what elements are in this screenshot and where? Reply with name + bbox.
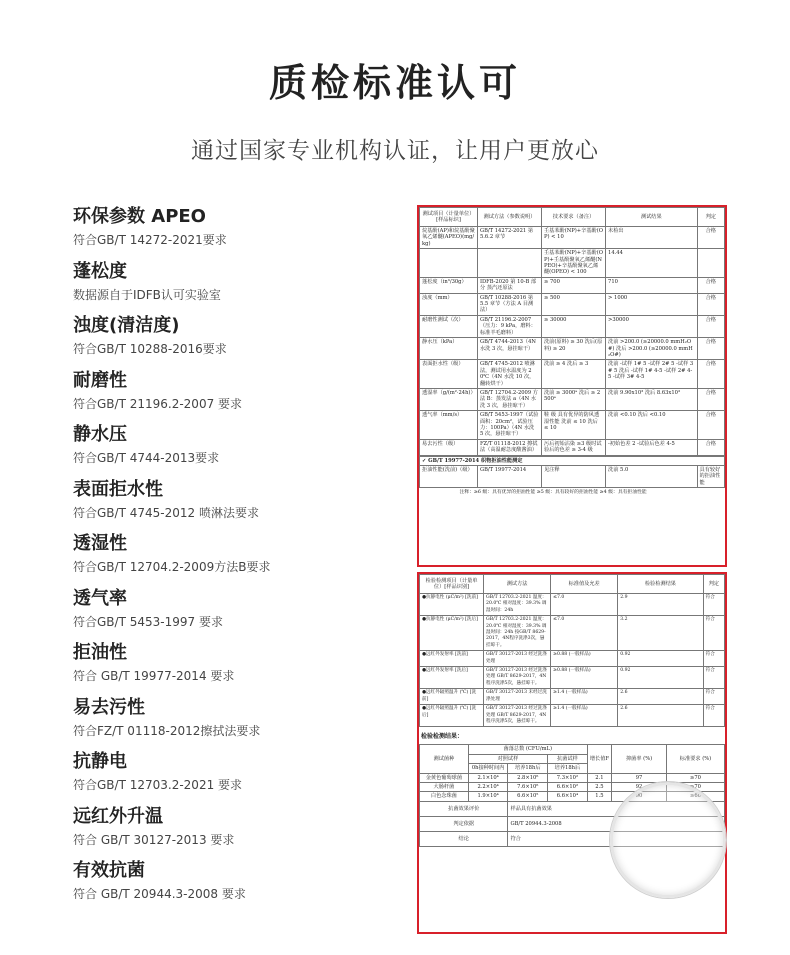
table-cell: 表面拒水性（级） <box>420 360 478 389</box>
report1-header-cell: 测试结果 <box>606 208 698 227</box>
table-cell: ≤7.0 <box>551 594 618 616</box>
table-cell: ●远红外发射率 [洗前] <box>420 651 484 667</box>
report1-section-title: ✓ GB/T 19977-2014 织物拒油性能测定 <box>420 456 725 465</box>
table-cell: ≤7.0 <box>551 616 618 651</box>
table-row <box>420 315 725 337</box>
feature-title: 蓬松度 <box>73 260 127 282</box>
table-cell: GB/T 30127-2013 未经过洗涤处理 <box>484 689 551 705</box>
table-cell: 洗前 ≥ 3000ᵃ 洗后 ≥ 2500ᵃ <box>541 388 605 410</box>
table-cell: 0.92 <box>618 651 703 667</box>
table-cell: 合格 <box>697 338 724 360</box>
feature-desc: 符合GB/T 12703.2-2021 要求 <box>73 778 243 792</box>
feature-title: 表面拒水性 <box>73 478 163 500</box>
feature-item <box>73 749 403 804</box>
table-cell: GB/T 5453-1997（试验面积：20cm²，试验压力：100Pa）（4N 水洗 5 次，悬挂晾干） <box>477 411 541 440</box>
table-cell: ≥0.88 (一般样品) <box>551 651 618 667</box>
table-cell: 合格 <box>697 360 724 389</box>
feature-title: 透气率 <box>73 587 127 609</box>
feature-item <box>73 368 403 423</box>
table-cell: ●抗静电性 (μC/m²) [洗前] <box>420 594 484 616</box>
feature-item <box>73 313 403 368</box>
report2-header-cell: 检验检测结果 <box>618 575 703 594</box>
feature-title: 浊度(清洁度) <box>73 315 180 336</box>
table-cell: 耐磨性测试（次） <box>420 315 478 337</box>
feature-title: 透湿性 <box>73 533 127 554</box>
table-cell: 2.8×10⁶ <box>508 773 548 782</box>
table-row <box>420 293 725 315</box>
bact-control-header: 对照试样 <box>468 754 547 763</box>
table-cell: 洗前 ≥ 4 洗后 ≥ 3 <box>541 360 605 389</box>
table-row <box>420 338 725 360</box>
bact-t0-header: 0h接种时间内 <box>468 764 508 773</box>
table-cell: 合格 <box>697 227 724 249</box>
table-cell: 未检出 <box>606 227 698 249</box>
feature-item <box>73 259 403 314</box>
table-cell: 3.2 <box>618 616 703 651</box>
table-cell: 合格 <box>697 315 724 337</box>
table-cell: GB/T 14272-2021 第 5.6.2 章节 <box>477 227 541 249</box>
feature-title: 远红外升温 <box>73 805 163 827</box>
table-row <box>420 705 725 727</box>
table-cell: 洗前 >200.0 (≥20000.0 mmH₂O#) 洗后 >200.0 (≥20000.0 mmH₂O#) <box>606 338 698 360</box>
table-cell: 7.6×10⁶ <box>508 782 548 791</box>
table-cell: 14.44 <box>606 249 698 278</box>
feature-item <box>73 204 403 259</box>
table-cell: 合格 <box>697 388 724 410</box>
table-cell: 符合 <box>703 667 724 689</box>
table-cell: ●远红外辐照温升 (℃) [洗后] <box>420 705 484 727</box>
feature-item <box>73 804 403 859</box>
table-cell: 0.92 <box>618 667 703 689</box>
bact-antibac-header: 抗菌试样 <box>548 754 588 763</box>
table-cell: 符合 <box>703 705 724 727</box>
table-cell: 透气率（mm/s） <box>420 411 478 440</box>
table-cell: 97 <box>612 773 667 782</box>
table-row <box>420 277 725 293</box>
table-cell: 7.3×10² <box>548 773 588 782</box>
feature-desc: 符合GB/T 21196.2-2007 要求 <box>73 396 243 411</box>
report2-header-cell: 标准值及允差 <box>551 575 618 594</box>
table-cell: ≥1.4 (一般样品) <box>551 705 618 727</box>
table-cell: 洗前(原料) ≥ 30 洗后(原料) ≥ 20 <box>541 338 605 360</box>
table-cell: 洗前 -试样 1# 5 -试样 2# 5 -试样 3# 5 洗后 -试样 1# 4-5 -试样 2# 4-5 -试样 3# 4-5 <box>606 360 698 389</box>
table-row <box>420 689 725 705</box>
report1-header-cell: 测试项目（计量单位）[样品标识] <box>420 208 478 227</box>
table-cell: 6.6×10⁴ <box>548 792 588 801</box>
feature-item <box>73 858 403 913</box>
feature-desc: 符合FZ/T 01118-2012擦拭法要求 <box>73 723 261 738</box>
table-cell: ≥60 <box>667 792 725 801</box>
table-row <box>420 792 725 801</box>
eval-value: 样品具有抗菌效果 <box>508 801 725 816</box>
feature-title: 抗静电 <box>73 751 127 772</box>
feature-title: 静水压 <box>73 424 127 445</box>
table-cell: 符合 <box>703 616 724 651</box>
table-cell <box>420 249 478 278</box>
antibacterial-table <box>419 744 725 846</box>
table-cell: 拒油性能(洗前)（级） <box>420 466 478 488</box>
table-cell: 90 <box>612 792 667 801</box>
report2-header-cell: 测试方法 <box>484 575 551 594</box>
feature-desc: 符合 GB/T 30127-2013 要求 <box>73 832 235 847</box>
table-cell: IDFB-2020 第 10-B 部分 蒸汽还原法 <box>477 277 541 293</box>
report2-section-title: 检验检测结果： <box>421 733 464 741</box>
feature-item <box>73 531 403 586</box>
feature-desc: 符合 GB/T 19977-2014 要求 <box>73 669 235 683</box>
table-cell: 大肠杆菌 <box>420 782 469 791</box>
table-cell: 洗前 <0.10 洗后 <0.10 <box>606 411 698 440</box>
table-cell: GB/T 12703.2-2021 温度：20.0℃ 相对湿度：39.3% 调湿时间：24h 按GB/T 8629-2017，4N程序洗涤3次，悬挂晾干。 <box>484 616 551 651</box>
table-cell: 2.5 <box>587 782 611 791</box>
table-cell: 蓬松度（in³/30g） <box>420 277 478 293</box>
table-cell: 2.1 <box>587 773 611 782</box>
table-cell: -初始色差 2 -试验后色差 4-5 <box>606 439 698 455</box>
table-cell: GB/T 21196.2-2007（压力：9 kPa，磨料：标准羊毛磨料） <box>477 315 541 337</box>
test-report-1 <box>417 205 727 567</box>
table-cell: 符合 <box>703 651 724 667</box>
bact-t18a-header: 培养18h后 <box>508 764 548 773</box>
table-cell: 静水压（kPa） <box>420 338 478 360</box>
table-cell: 2.6 <box>618 689 703 705</box>
table-cell: 洗前 9.90x10³ 洗后 8.63x10³ <box>606 388 698 410</box>
table-cell: GB/T 30127-2013 经过洗涤处理 GB/T 8629-2017，4N程序洗涤5次，悬挂晾干。 <box>484 705 551 727</box>
table-cell: 见注释 <box>541 466 605 488</box>
table-cell: 浊度（mm） <box>420 293 478 315</box>
table-row <box>420 594 725 616</box>
table-row <box>420 651 725 667</box>
bact-growth-header: 增长值F <box>587 745 611 773</box>
feature-title: 有效抗菌 <box>73 860 145 881</box>
table-cell: ≥1.4 (一般样品) <box>551 689 618 705</box>
bact-req-header: 标准要求 (%) <box>667 745 725 773</box>
table-cell: 具有较好的拒油性能 <box>697 466 724 488</box>
table-cell: 壬基苯酚(NP)+辛基酚(OP) < 10 <box>541 227 605 249</box>
table-cell: ≥ 30000 <box>541 315 605 337</box>
report2-header-cell: 判定 <box>703 575 724 594</box>
basis-value: GB/T 20944.3-2008 <box>508 816 725 831</box>
table-cell: 易去污性（级） <box>420 439 478 455</box>
feature-list <box>73 204 403 913</box>
table-row <box>420 411 725 440</box>
table-row <box>420 439 725 455</box>
table-cell: 烷基酚(AP)和烷基酚聚氧乙烯醚(APEO)(mg/kg) <box>420 227 478 249</box>
feature-desc: 符合GB/T 5453-1997 要求 <box>73 614 223 629</box>
table-cell: ●远红外辐照温升 (℃) [洗前] <box>420 689 484 705</box>
table-cell: ≥70 <box>667 773 725 782</box>
feature-title: 易去污性 <box>73 696 145 718</box>
table-cell: 白色念珠菌 <box>420 792 469 801</box>
table-cell: 鞋 级 具有优异的防风透湿性能 洗前 ≤ 10 洗后 ≤ 10 <box>541 411 605 440</box>
report1-header-cell: 测试方法（参数说明） <box>477 208 541 227</box>
test-report-2 <box>417 572 727 934</box>
eval-label: 抗菌效果评价 <box>420 801 508 816</box>
table-cell: 2.6 <box>618 705 703 727</box>
table-cell: 合格 <box>697 439 724 455</box>
feature-item <box>73 640 403 695</box>
table-cell: GB/T 12704.2-2009 方法 B：蒸发法 a（4N 水洗 3 次，悬挂晾干） <box>477 388 541 410</box>
table-row <box>420 667 725 689</box>
table-cell: GB/T 12703.2-2021 温度：20.0℃ 相对湿度：39.3% 调湿时间：24h <box>484 594 551 616</box>
feature-desc: 符合 GB/T 20944.3-2008 要求 <box>73 887 246 901</box>
table-cell: GB/T 4745-2012 喷淋法，测试用水温度为 20℃（4N 水洗 10 次，翻转烘干） <box>477 360 541 389</box>
table-cell: 符合 <box>703 594 724 616</box>
page-subtitle: 通过国家专业机构认证，让用户更放心 <box>191 138 599 164</box>
bact-strain-header: 测试菌种 <box>420 745 469 773</box>
table-cell: GB/T 30127-2013 经过洗涤处理 GB/T 8629-2017，4N程序洗涤5次，悬挂晾干。 <box>484 667 551 689</box>
table-cell: 污后初始沾染 ≥3 级时试验后的色差 ≥ 3-4 级 <box>541 439 605 455</box>
table-row <box>420 360 725 389</box>
table-cell: 合格 <box>697 411 724 440</box>
table-cell: FZ/T 01118-2012 擦拭法（高温耐急度酸酱油） <box>477 439 541 455</box>
conclusion-value: 符合 <box>508 831 725 846</box>
feature-title: 环保参数 APEO <box>73 206 206 227</box>
table-cell: GB/T 30127-2013 经过洗涤处理 <box>484 651 551 667</box>
report2-header-cell: 检验检测项目（计量单位）[样品识别] <box>420 575 484 594</box>
table-row <box>420 782 725 791</box>
bact-t18b-header: 培养18h后 <box>548 764 588 773</box>
table-cell: > 1000 <box>606 293 698 315</box>
report1-note: 注释：≥6 级：具有优异的拒油性能 ≥5 级：具有较好的拒油性能 ≥4 级：具有拒油性能 <box>459 490 647 496</box>
table-row <box>420 388 725 410</box>
report1-oil-table <box>419 456 725 499</box>
table-cell: ●远红外发射率 [洗后] <box>420 667 484 689</box>
feature-title: 拒油性 <box>73 642 127 663</box>
table-row <box>420 227 725 249</box>
table-cell: 1.5 <box>587 792 611 801</box>
table-cell: GB/T 10288-2016 第 5.5 章节（方法 A 目测法） <box>477 293 541 315</box>
feature-desc: 符合GB/T 12704.2-2009方法B要求 <box>73 560 271 574</box>
report1-table <box>419 207 725 456</box>
table-row <box>420 616 725 651</box>
table-cell <box>697 249 724 278</box>
table-cell: GB/T 19977-2014 <box>477 466 541 488</box>
report2-table <box>419 574 725 727</box>
table-cell: 6.6×10⁵ <box>508 792 548 801</box>
conclusion-label: 结论 <box>420 831 508 846</box>
feature-desc: 符合GB/T 4744-2013要求 <box>73 451 220 465</box>
page-title: 质检标准认可 <box>268 61 521 105</box>
table-cell: ≥70 <box>667 782 725 791</box>
table-cell: ≥0.88 (一般样品) <box>551 667 618 689</box>
table-cell: 合格 <box>697 277 724 293</box>
feature-desc: 数据源自于IDFB认可实验室 <box>73 287 221 302</box>
table-cell: 符合 <box>703 689 724 705</box>
table-cell <box>477 249 541 278</box>
table-cell: 金黄色葡萄球菌 <box>420 773 469 782</box>
bact-rate-header: 抑菌率 (%) <box>612 745 667 773</box>
feature-desc: 符合GB/T 10288-2016要求 <box>73 342 227 356</box>
bact-count-header: 菌落总数 (CFU/mL) <box>468 745 587 754</box>
feature-desc: 符合GB/T 4745-2012 喷淋法要求 <box>73 505 259 520</box>
table-row <box>420 249 725 278</box>
table-cell: ≥ 500 <box>541 293 605 315</box>
table-cell: 2.2×10⁴ <box>468 782 508 791</box>
table-cell: 1.9×10⁴ <box>468 792 508 801</box>
feature-item <box>73 477 403 532</box>
feature-item <box>73 586 403 641</box>
table-row <box>420 773 725 782</box>
report1-header-cell: 判定 <box>697 208 724 227</box>
table-cell: ●抗静电性 (μC/m²) [洗后] <box>420 616 484 651</box>
feature-item <box>73 422 403 477</box>
table-cell: >30000 <box>606 315 698 337</box>
table-cell: 2.9 <box>618 594 703 616</box>
table-cell: 2.1×10⁴ <box>468 773 508 782</box>
table-cell: 92 <box>612 782 667 791</box>
table-cell: 710 <box>606 277 698 293</box>
feature-item <box>73 695 403 750</box>
feature-title: 耐磨性 <box>73 369 127 391</box>
table-cell: 壬基苯酚(NP)+辛基酚(OP)+壬基酚聚氧乙烯醚(NPEO)+辛基酚聚氧乙烯醚(OPEO) < 100 <box>541 249 605 278</box>
table-cell: 透湿率（g/(m²·24h)） <box>420 388 478 410</box>
table-cell: ≥ 700 <box>541 277 605 293</box>
basis-label: 判定依据 <box>420 816 508 831</box>
report1-header-cell: 技术要求（备注） <box>541 208 605 227</box>
table-cell: 合格 <box>697 293 724 315</box>
table-cell: 洗前 5.0 <box>606 466 698 488</box>
feature-desc: 符合GB/T 14272-2021要求 <box>73 233 227 247</box>
table-cell: GB/T 4744-2013（4N 水洗 3 次，悬挂晾干） <box>477 338 541 360</box>
table-cell: 6.6×10² <box>548 782 588 791</box>
